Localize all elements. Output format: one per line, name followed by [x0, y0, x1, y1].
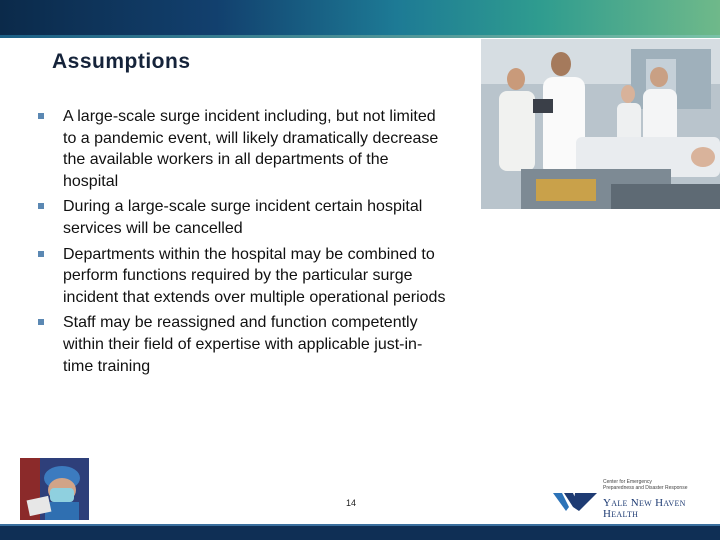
bullet-item [36, 244, 446, 309]
logo-center-text [603, 479, 698, 491]
hospital-staff-photo [481, 39, 720, 209]
bullet-text: Departments within the hospital may be combined to perform functions required by the particular surge incident that extends over multiple operational periods [63, 245, 446, 306]
yale-new-haven-logo [553, 479, 703, 519]
bullet-item [36, 106, 446, 192]
bullet-item [36, 196, 446, 239]
square-bullet-icon [38, 113, 44, 119]
slide-title: Assumptions [52, 50, 191, 73]
page-number: 14 [346, 498, 357, 508]
surgeon-thumbnail [20, 458, 89, 520]
bullet-text: A large-scale surge incident including, but not limited to a pandemic event, will likely dramatically decrease the available workers in all departments of the hospital [63, 108, 439, 190]
bullet-text: Staff may be reassigned and function competently within their field of expertise with applicable just-in-time training [63, 314, 423, 375]
yale-new-haven-logo-icon [553, 493, 597, 511]
square-bullet-icon [38, 319, 44, 325]
logo-name [603, 498, 686, 520]
logo-center-line: Center for Emergency [603, 479, 652, 485]
square-bullet-icon [38, 251, 44, 257]
logo-name-line: Yale New Haven [603, 497, 686, 509]
bullet-item [36, 312, 446, 377]
square-bullet-icon [38, 203, 44, 209]
top-banner [0, 0, 720, 38]
bullet-text: During a large-scale surge incident certain hospital services will be cancelled [63, 198, 423, 237]
logo-center-line: Preparedness and Disaster Response [603, 485, 688, 491]
bottom-band [0, 524, 720, 540]
logo-name-line: Health [603, 508, 639, 520]
bullet-list [36, 106, 446, 381]
